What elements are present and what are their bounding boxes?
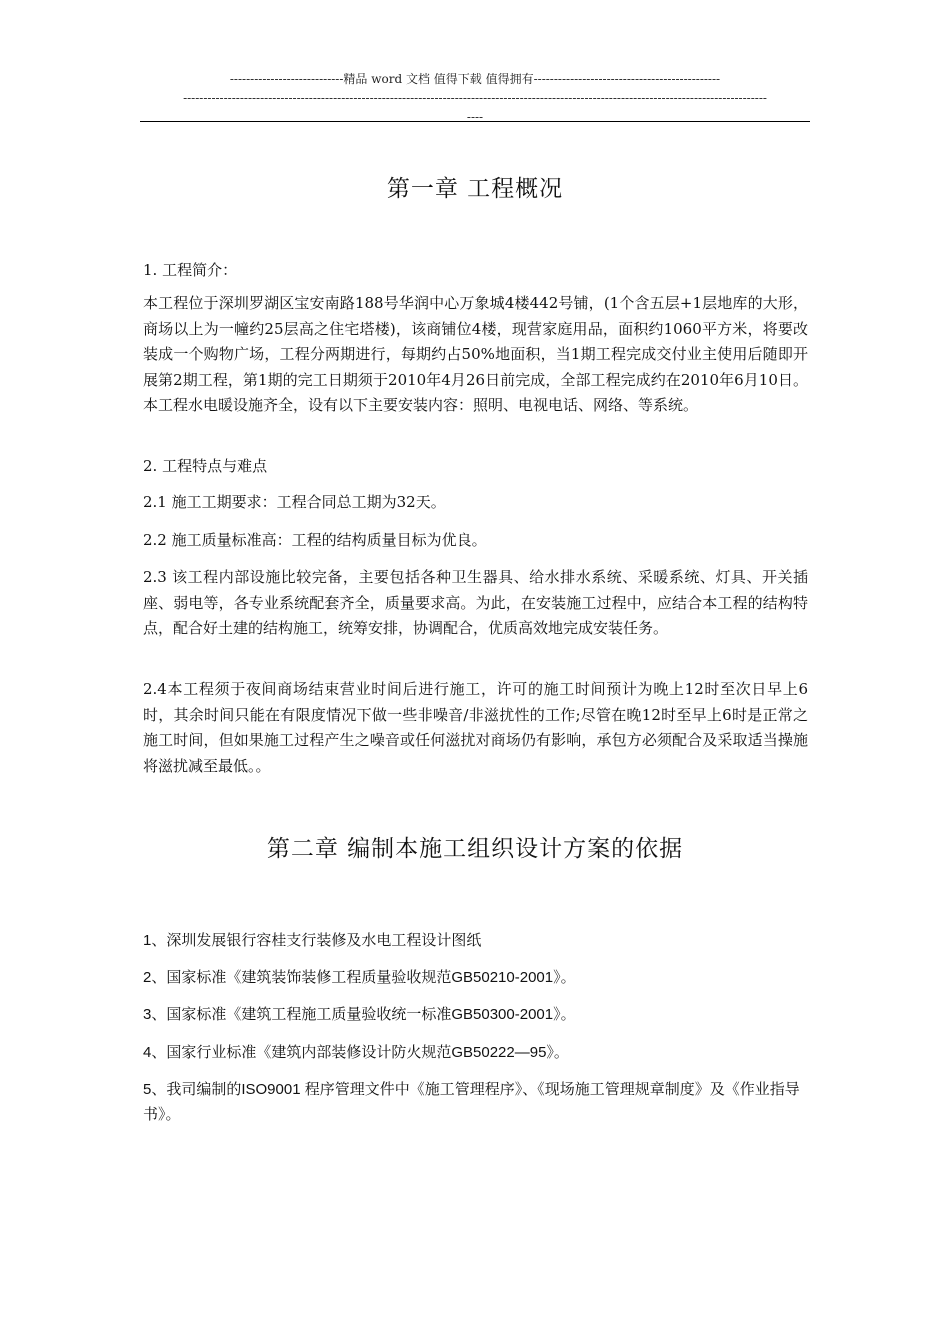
section-2-4: 2.4本工程须于夜间商场结束营业时间后进行施工，许可的施工时间预计为晚上12时至次日早上6时，其余时间只能在有限度情况下做一些非噪音/非滋扰性的工作;尽管在晚12时至早上6时是正常之施工时间，但如果施工过程产生之噪音或任何滋扰对商场仍有影响，承包方必须配合及采取适当操施将滋扰减至最低。。 <box>143 680 808 775</box>
reference-item-5: 5、我司编制的ISO9001 程序管理文件中《施工管理程序》、《现场施工管理规章制度》及《作业指导书》。 <box>143 1081 800 1123</box>
reference-item-1: 1、深圳发展银行容桂支行装修及水电工程设计图纸 <box>143 932 482 949</box>
section-2-2: 2.2 施工质量标准高：工程的结构质量目标为优良。 <box>143 531 487 549</box>
section-2-1: 2.1 施工工期要求：工程合同总工期为32天。 <box>143 493 446 511</box>
header-line-3: ---- <box>466 110 484 124</box>
reference-item-2: 2、国家标准《建筑装饰装修工程质量验收规范GB50210-2001》。 <box>143 969 576 986</box>
section-2-heading: 2. 工程特点与难点 <box>143 457 268 475</box>
reference-item-4: 4、国家行业标准《建筑内部装修设计防火规范GB50222—95》。 <box>143 1044 569 1061</box>
reference-item-3: 3、国家标准《建筑工程施工质量验收统一标准GB50300-2001》。 <box>143 1006 576 1023</box>
section-2-3: 2.3 该工程内部设施比较完备，主要包括各种卫生器具、给水排水系统、采暖系统、灯具、开关插座、弱电等，各专业系统配套齐全，质量要求高。为此，在安装施工过程中，应结合本工程的结构特点，配合好土建的结构施工，统筹安排，协调配合，优质高效地完成安装任务。 <box>143 568 808 637</box>
header-line-1: ----------------------------精品 word 文档 值得下载 值得拥有---------------------------------------------- <box>229 72 721 86</box>
section-1-heading: 1. 工程简介： <box>143 261 238 279</box>
chapter-2-title: 第二章 编制本施工组织设计方案的依据 <box>266 836 684 862</box>
header-rule <box>140 121 810 122</box>
chapter-1-title: 第一章 工程概况 <box>386 176 564 202</box>
section-1-body: 本工程位于深圳罗湖区宝安南路188号华润中心万象城4楼442号铺，(1个含五层+1层地库的大形，商场以上为一幢约25层高之住宅塔楼)，该商铺位4楼，现营家庭用品，面积约1060平方米，将要改装成一个购物广场，工程分两期进行，每期约占50%地面积，当1期工程完成交付业主使用后随即开展第2期工程，第1期的完工日期须于2010年4月26日前完成，全部工程完成约在2010年6月10日。本工程水电暖设施齐全，设有以下主要安装内容：照明、电视电话、网络、等系统。 <box>143 294 808 414</box>
header-line-2: ------------------------------------------------------------------------------------------------------------------------------------------------ <box>183 91 767 105</box>
page-header <box>140 70 810 127</box>
